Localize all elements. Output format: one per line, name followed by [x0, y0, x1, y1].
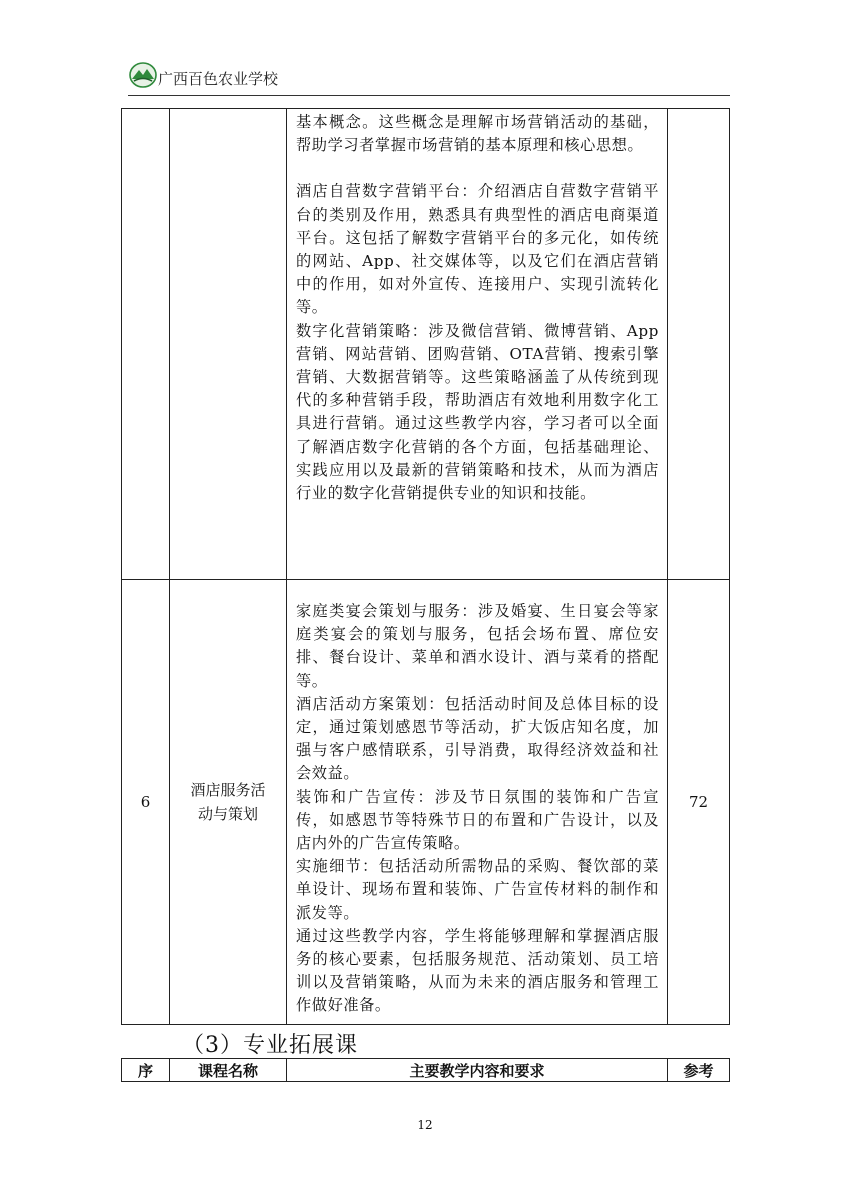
- header-content: 主要教学内容和要求: [287, 1059, 668, 1082]
- cell-course-name: [170, 109, 287, 580]
- content-paragraph: 实施细节：包括活动所需物品的采购、餐饮部的菜单设计、现场布置和装饰、广告宣传材料的制作和派发等。: [296, 857, 659, 922]
- cell-content: [287, 109, 668, 580]
- section-title: （3）专业拓展课: [182, 1033, 358, 1058]
- table-header-row: [122, 1059, 730, 1082]
- cell-hours: 72: [668, 580, 730, 1025]
- content-paragraph: 酒店自营数字营销平台：介绍酒店自营数字营销平台的类别及作用，熟悉具有典型性的酒店电商渠道平台。这包括了解数字营销平台的多元化，如传统的网站、App、社交媒体等，以及它们在酒店营销中的作用，如对外宣传、连接用户、实现引流转化等。: [296, 182, 659, 317]
- content-paragraph: 数字化营销策略：涉及微信营销、微博营销、App营销、网站营销、团购营销、OTA营销、搜索引擎营销、大数据营销等。这些策略涵盖了从传统到现代的多种营销手段，帮助酒店有效地利用数字化工具进行营销。通过这些教学内容，学习者可以全面了解酒店数字化营销的各个方面，包括基础理论、实践应用以及最新的营销策略和技术，从而为酒店行业的数字化营销提供专业的知识和技能。: [296, 321, 659, 503]
- paragraph-gap: [296, 157, 659, 180]
- table-row: [122, 580, 730, 1025]
- content-paragraph: 家庭类宴会策划与服务：涉及婚宴、生日宴会等家庭类宴会的策划与服务，包括会场布置、席位安排、餐台设计、菜单和酒水设计、酒与菜肴的搭配等。: [296, 602, 659, 690]
- header-divider: [128, 95, 730, 96]
- content-paragraph: 酒店活动方案策划：包括活动时间及总体目标的设定，通过策划感恩节等活动，扩大饭店知名度，加强与客户感情联系，引导消费，取得经济效益和社会效益。: [296, 694, 659, 783]
- content-paragraph: 通过这些教学内容，学生将能够理解和掌握酒店服务的核心要素，包括服务规范、活动策划、员工培训以及营销策略，从而为未来的酒店服务和管理工作做好准备。: [296, 926, 659, 1015]
- header-number: 序: [122, 1059, 170, 1082]
- school-name: 广西百色农业学校: [158, 70, 279, 88]
- content-paragraph: 基本概念。这些概念是理解市场营销活动的基础，帮助学习者掌握市场营销的基本原理和核心思想。: [296, 113, 659, 155]
- school-logo-icon: [128, 60, 158, 90]
- header-reference: 参考: [668, 1059, 730, 1082]
- page-number: 12: [417, 1118, 433, 1132]
- cell-hours: [668, 109, 730, 580]
- cell-number: 6: [122, 580, 170, 1025]
- course-table: [121, 108, 730, 1025]
- page-header: [128, 60, 728, 94]
- cell-course-name: [170, 580, 287, 1025]
- cell-number: [122, 109, 170, 580]
- expansion-course-table-header: [121, 1058, 730, 1082]
- cell-content: [287, 580, 668, 1025]
- header-course-name: 课程名称: [170, 1059, 287, 1082]
- content-paragraph: 装饰和广告宣传：涉及节日氛围的装饰和广告宣传，如感恩节等特殊节日的布置和广告设计，以及店内外的广告宣传策略。: [296, 787, 659, 853]
- course-name: 酒店服务活动与策划: [190, 781, 266, 823]
- table-row: [122, 109, 730, 580]
